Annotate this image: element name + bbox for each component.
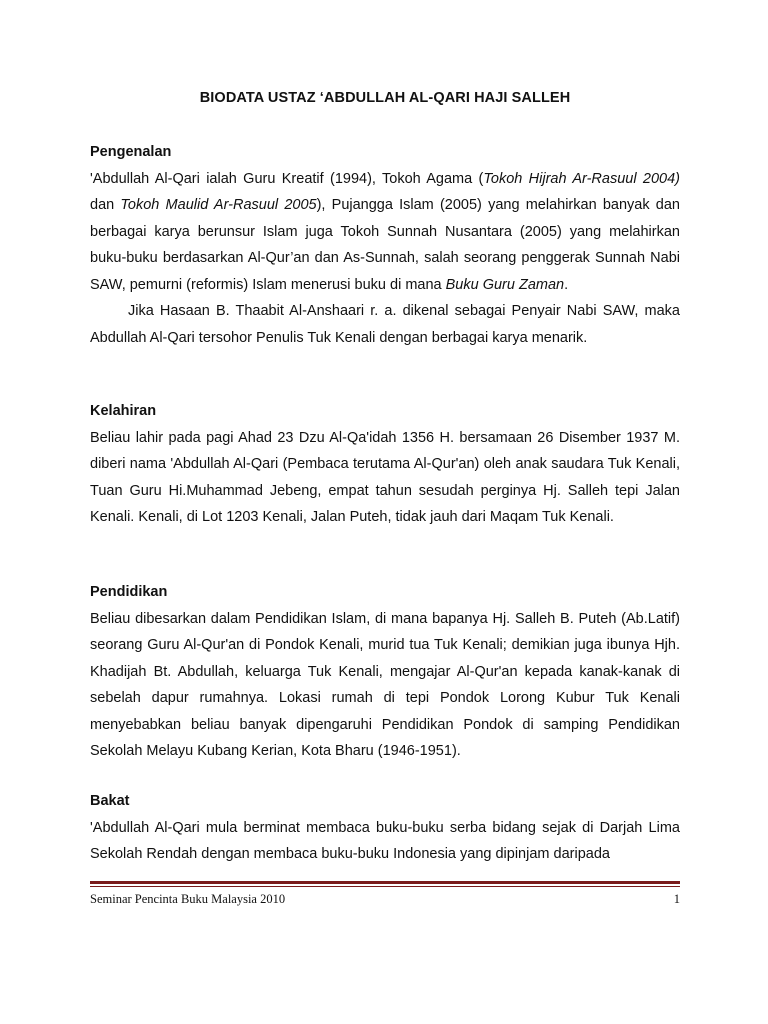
- page-footer: [90, 892, 680, 907]
- section-heading: Kelahiran: [90, 403, 157, 419]
- text-run: 'Abdullah Al-Qari ialah Guru Kreatif (1994), Tokoh Agama (: [90, 170, 484, 187]
- paragraph: 'Abdullah Al-Qari mula berminat membaca buku-buku serba bidang sejak di Darjah Lima Sekolah Rendah dengan membaca buku-buku Indonesia yang dipinjam daripada: [90, 819, 680, 862]
- italic-text-run: Buku Guru Zaman: [445, 276, 565, 293]
- paragraph: Beliau lahir pada pagi Ahad 23 Dzu Al-Qa'idah 1356 H. bersamaan 26 Disember 1937 M. diberi nama 'Abdullah Al-Qari (Pembaca terutama Al-Qur'an) oleh anak saudara Tuk Kenali, Tuan Guru Hi.Muhammad Jebeng, empat tahun sesudah perginya Hj. Salleh tepi Jalan Kenali. Kenali, di Lot 1203 Kenali, Jalan Puteh, tidak jauh dari Maqam Tuk Kenali.: [90, 429, 680, 525]
- text-run: ), Pujangga Islam (2005) yang melahirkan banyak dan berbagai karya berunsur Islam juga Tokoh Sunnah Nusantara (2005) yang melahirkan buku-buku berdasarkan Al-Qur’an dan As-Sunnah, salah seorang penggerak Sunnah Nabi SAW, pemurni (reformis) Islam menerusi buku di mana: [90, 197, 680, 293]
- section-heading: Bakat: [90, 793, 130, 809]
- text-run: .: [564, 276, 569, 293]
- section-heading: Pendidikan: [90, 584, 168, 600]
- italic-text-run: Tokoh Hijrah Ar-Rasuul 2004): [483, 170, 680, 187]
- section-pengenalan: [90, 139, 680, 351]
- footer-rule: [90, 881, 680, 884]
- section-bakat: [90, 788, 680, 868]
- footer-rule-thin: [90, 886, 680, 887]
- document-title: BIODATA USTAZ ‘ABDULLAH AL-QARI HAJI SALLEH: [199, 90, 571, 106]
- page-number: 1: [673, 892, 680, 906]
- section-pendidikan: [90, 579, 680, 765]
- paragraph: [90, 166, 680, 299]
- footer-text: Seminar Pencinta Buku Malaysia 2010: [90, 892, 286, 906]
- italic-text-run: Tokoh Maulid Ar-Rasuul 2005: [120, 197, 317, 213]
- paragraph: Jika Hasaan B. Thaabit Al-Anshaari r. a. dikenal sebagai Penyair Nabi SAW, maka Abdullah Al-Qari tersohor Penulis Tuk Kenali dengan berbagai karya menarik.: [90, 303, 680, 346]
- section-kelahiran: [90, 398, 680, 531]
- section-heading: Pengenalan: [90, 144, 172, 160]
- paragraph: Beliau dibesarkan dalam Pendidikan Islam, di mana bapanya Hj. Salleh B. Puteh (Ab.Latif) seorang Guru Al-Qur'an di Pondok Kenali, murid tua Tuk Kenali; demikian juga ibunya Hjh. Khadijah Bt. Abdullah, keluarga Tuk Kenali, mengajar Al-Qur'an kepada kanak-kanak di sebelah dapur rumahnya. Lokasi rumah di tepi Pondok Lorong Kubur Tuk Kenali menyebabkan beliau banyak dipengaruhi Pendidikan Pondok di samping Pendidikan Sekolah Melayu Kubang Kerian, Kota Bharu (1946-1951).: [90, 610, 680, 759]
- text-run: dan: [90, 197, 121, 213]
